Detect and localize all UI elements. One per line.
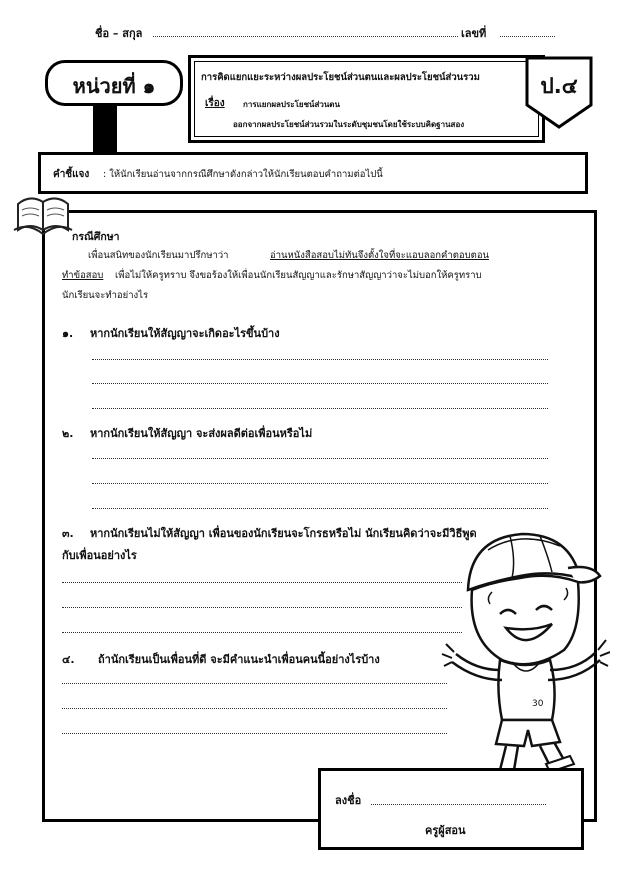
case-title: กรณีศึกษา (72, 231, 120, 243)
case-p2a: ทำข้อสอบ (62, 270, 104, 281)
case-p3: นักเรียนจะทำอย่างไร (62, 290, 149, 301)
q3-answer-line-2[interactable] (62, 607, 462, 608)
case-p2b: เพื่อไม่ให้ครูทราบ จึงขอร้องให้เพื่อนนักเรียนสัญญาและรักษาสัญญาว่าจะไม่บอกให้ครูทราบ (115, 270, 482, 281)
q4-text: ถ้านักเรียนเป็นเพื่อนที่ดี จะมีคำแนะนำเพื่อนคนนี้อย่างไรบ้าง (98, 653, 380, 666)
q1-answer-line-1[interactable] (92, 359, 548, 360)
topic-title: การคิดแยกแยะระหว่างผลประโยชน์ส่วนตนและผลประโยชน์ส่วนรวม (201, 72, 480, 83)
grade-label: ป.๔ (540, 74, 578, 98)
instruction-box (38, 152, 588, 194)
book-icon (12, 190, 74, 238)
q2-number: ๒. (62, 427, 74, 440)
signature-field[interactable] (371, 804, 546, 805)
unit-connector (93, 104, 117, 154)
q3-answer-line-3[interactable] (62, 632, 462, 633)
instruction-label: คำชี้แจง (53, 169, 90, 180)
subject-line2: ออกจากผลประโยชน์ส่วนรวมในระดับชุมชนโดยใช้ระบบคิดฐานสอง (233, 120, 465, 129)
q1-answer-line-2[interactable] (92, 383, 548, 384)
unit-label: หน่วยที่ ๑ (72, 74, 156, 98)
teacher-label: ครูผู้สอน (425, 824, 466, 837)
name-row (95, 22, 555, 42)
q3-text-line2: กับเพื่อนอย่างไร (62, 549, 137, 562)
q2-answer-line-1[interactable] (92, 458, 548, 459)
svg-text:30: 30 (532, 699, 544, 709)
q4-answer-line-2[interactable] (62, 708, 447, 709)
subject-label: เรื่อง (205, 98, 225, 109)
q2-text: หากนักเรียนให้สัญญา จะส่งผลดีต่อเพื่อนหรือไม่ (90, 427, 313, 440)
q3-text-line1: หากนักเรียนไม่ให้สัญญา เพื่อนของนักเรียนจะโกรธหรือไม่ นักเรียนคิดว่าจะมีวิธีพูด (90, 527, 477, 540)
q3-answer-line-1[interactable] (62, 582, 462, 583)
case-p1b: อ่านหนังสือสอบไม่ทันจึงตั้งใจที่จะแอบลอกคำตอบตอน (270, 250, 490, 261)
instruction-text: : ให้นักเรียนอ่านจากกรณีศึกษาดังกล่าวให้นักเรียนตอบคำถามต่อไปนี้ (103, 169, 383, 180)
q1-answer-line-3[interactable] (92, 408, 548, 409)
case-p1a: เพื่อนสนิทของนักเรียนมาปรึกษาว่า (88, 250, 229, 261)
number-field[interactable] (500, 36, 555, 37)
q4-answer-line-3[interactable] (62, 733, 447, 734)
q2-answer-line-3[interactable] (92, 508, 548, 509)
number-label: เลขที่ (461, 27, 487, 40)
topic-box (188, 55, 545, 143)
q1-number: ๑. (62, 327, 74, 340)
signature-box (318, 768, 584, 850)
q2-answer-line-2[interactable] (92, 483, 548, 484)
cartoon-boy-illustration (440, 520, 610, 790)
q3-number: ๓. (62, 527, 74, 540)
subject-line1: การแยกผลประโยชน์ส่วนตน (243, 100, 340, 109)
q1-text: หากนักเรียนให้สัญญาจะเกิดอะไรขึ้นบ้าง (90, 327, 280, 340)
name-label: ชื่อ – สกุล (95, 27, 143, 40)
sign-label: ลงชื่อ (335, 794, 362, 807)
q4-number: ๔. (62, 653, 75, 666)
q4-answer-line-1[interactable] (62, 683, 447, 684)
name-field[interactable] (153, 36, 458, 37)
unit-badge (45, 60, 183, 106)
